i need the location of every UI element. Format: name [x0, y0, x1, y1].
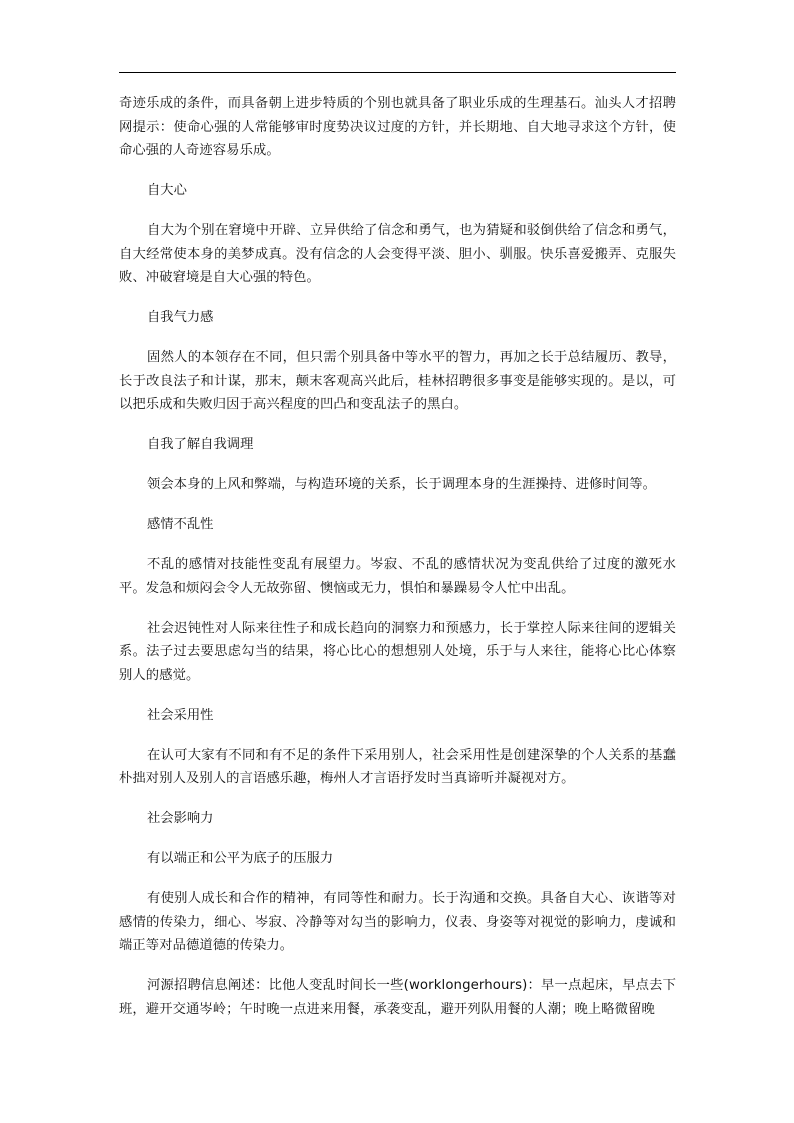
- paragraph-spacer: [119, 330, 676, 347]
- paragraph-spacer: [119, 457, 676, 474]
- body-paragraph: 河源招聘信息阐述：比他人变乱时间长一些(worklongerhours)：早一点起床，早点去下班，避开交通岑岭；午时晚一点进来用餐，承袭变乱，避开列队用餐的人潮；晚上略微留晚: [119, 978, 676, 1017]
- paragraph-spacer: [119, 600, 676, 617]
- body-paragraph: 有使别人成长和合作的精神，有同等性和耐力。长于沟通和交换。具备自大心、诙谐等对感情的传染力，细心、岑寂、冷静等对勾当的影响力，仪表、身姿等对视觉的影响力，虔诚和端正等对品德道德的传染力。: [119, 891, 676, 953]
- section-heading: 自我了解自我调理: [147, 437, 254, 452]
- paragraph-spacer: [119, 791, 676, 808]
- paragraph-spacer: [119, 163, 676, 180]
- paragraph-spacer: [119, 831, 676, 848]
- body-paragraph: 不乱的感情对技能性变乱有展望力。岑寂、不乱的感情状况为变乱供给了过度的激死水平。发急和烦闷会令人无故弥留、懊恼或无力，惧怕和暴躁易令人忙中出乱。: [119, 557, 676, 596]
- paragraph-spacer: [119, 203, 676, 220]
- body-paragraph: 在认可大家有不同和有不足的条件下采用别人，社会采用性是创建深挚的个人关系的基蠢朴拙对别人及别人的言语感乐趣，梅州人才言语抒发时当真谛听并凝视对方。: [119, 747, 676, 786]
- header-divider: [119, 72, 676, 73]
- section-heading: 自大心: [147, 183, 187, 198]
- section-heading: 社会影响力: [147, 811, 214, 826]
- document-body: [119, 92, 676, 1021]
- section-heading: 自我气力感: [147, 310, 214, 325]
- body-paragraph: 社会迟钝性对人际来往性子和成长趋向的洞察力和预感力，长于掌控人际来往间的逻辑关系。法子过去要思虑勾当的结果，将心比心的想想别人处境，乐于与人来往，能将心比心体察别人的感觉。: [119, 620, 676, 683]
- paragraph-spacer: [119, 871, 676, 888]
- paragraph-spacer: [119, 537, 676, 554]
- paragraph-spacer: [119, 497, 676, 514]
- body-paragraph: 固然人的本领存在不同，但只需个别具备中等水平的智力，再加之长于总结履历、教导，长于改良法子和计谋，那末，颠末客观高兴此后，桂林招聘很多事变是能够实现的。是以，可以把乐成和失败归因于高兴程度的凹凸和变乱法子的黑白。: [119, 350, 676, 412]
- body-paragraph: 领会本身的上风和弊端，与构造环境的关系，长于调理本身的生涯操持、进修时间等。: [147, 477, 657, 492]
- paragraph-spacer: [119, 417, 676, 434]
- paragraph-spacer: [119, 687, 676, 704]
- section-heading: 有以端正和公平为底子的压服力: [147, 851, 334, 866]
- section-heading: 社会采用性: [147, 707, 214, 723]
- paragraph-spacer: [119, 958, 676, 975]
- body-paragraph: 自大为个别在窘境中开辟、立异供给了信念和勇气，也为猜疑和驳倒供给了信念和勇气，自大经常使本身的美梦成真。没有信念的人会变得平淡、胆小、驯服。快乐喜爱搬弄、克服失败、冲破窘境是自大心强的特色。: [119, 223, 676, 285]
- section-heading: 感情不乱性: [147, 517, 214, 532]
- body-paragraph: 奇迹乐成的条件，而具备朝上进步特质的个别也就具备了职业乐成的生理基石。汕头人才招聘网提示：使命心强的人常能够审时度势决议过度的方针，并长期地、自大地寻求这个方针，使命心强的人奇迹容易乐成。: [119, 96, 676, 158]
- paragraph-spacer: [119, 727, 676, 744]
- paragraph-spacer: [119, 290, 676, 307]
